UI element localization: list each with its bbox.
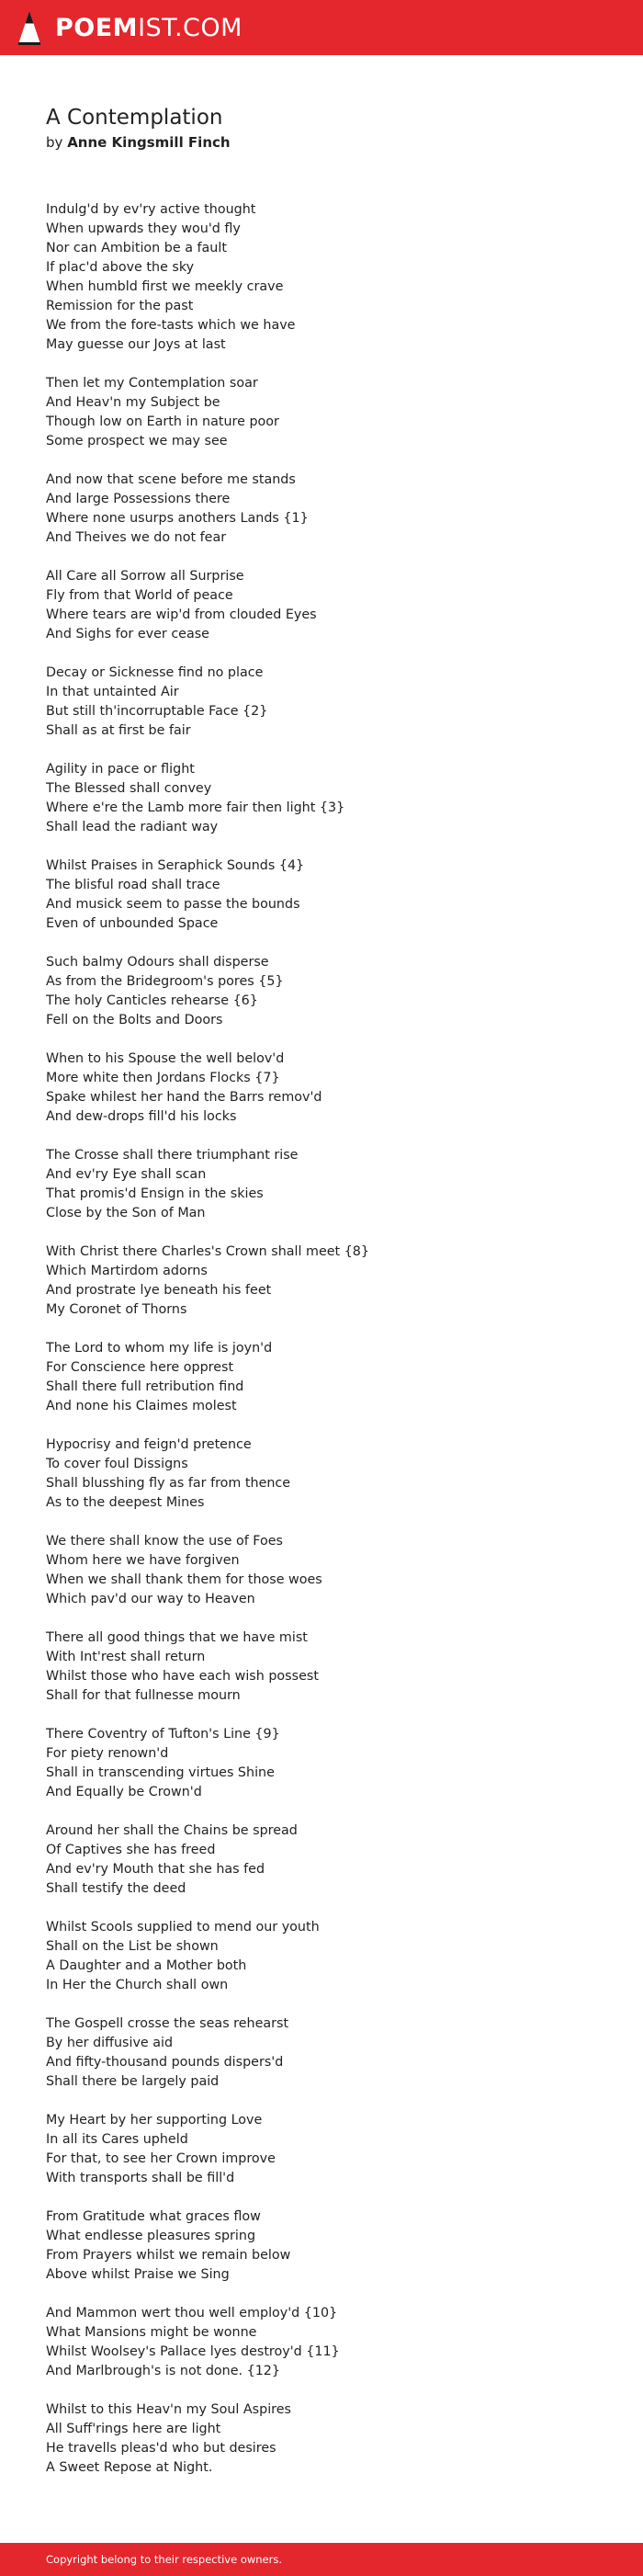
poem-line: Fell on the Bolts and Doors (46, 1013, 223, 1027)
poem-line: Of Captives she has freed (46, 1843, 216, 1857)
poem-line: Hypocrisy and feign'd pretence (46, 1437, 252, 1452)
poem-line: He travells pleas'd who but desires (46, 2441, 276, 2456)
poem-line: Whilst Praises in Seraphick Sounds {4} (46, 858, 305, 873)
poem-line: Shall on the List be shown (46, 1939, 219, 1954)
poem-line: Nor can Ambition be a fault (46, 241, 227, 255)
poem-stanza (46, 664, 615, 741)
poem-line: Whom here we have forgiven (46, 1553, 240, 1568)
poem-line: In Her the Church shall own (46, 1978, 229, 1992)
poem-line: With transports shall be fill'd (46, 2171, 235, 2185)
poem-line: And fifty-thousand pounds dispers'd (46, 2055, 284, 2070)
poem-line: That promis'd Ensign in the skies (46, 1186, 264, 1201)
poem-line: Fly from that World of peace (46, 588, 233, 603)
poem-line: And Heav'n my Subject be (46, 395, 220, 410)
poem-line: But still th'incorruptable Face {2} (46, 704, 268, 719)
poem-line: What endlesse pleasures spring (46, 2229, 256, 2243)
poem-line: Where none usurps anothers Lands {1} (46, 511, 309, 526)
poem-stanza (46, 2111, 615, 2188)
poem-line: The Blessed shall convey (46, 781, 212, 796)
poem-byline (46, 134, 231, 151)
poem-line: For that, to see her Crown improve (46, 2151, 276, 2166)
poem-line: Decay or Sicknesse find no place (46, 665, 264, 680)
pencil-tip-icon (17, 9, 42, 46)
poem-line: For Conscience here opprest (46, 1360, 234, 1375)
poem-line: The Lord to whom my life is joyn'd (46, 1341, 273, 1356)
poem-line: Even of unbounded Space (46, 916, 219, 931)
poem-line: The blisful road shall trace (46, 878, 220, 892)
poem-stanza (46, 200, 615, 355)
poem-line: There Coventry of Tufton's Line {9} (46, 1727, 280, 1742)
poem-stanza (46, 2400, 615, 2478)
poem-stanza (46, 760, 615, 837)
by-label: by (46, 134, 63, 151)
poem-title: A Contemplation (46, 106, 223, 130)
poem-line: To cover foul Dissigns (46, 1457, 188, 1471)
poem-line: And Equally be Crown'd (46, 1785, 202, 1799)
poem-line: And Sighs for ever cease (46, 627, 209, 641)
poem-line: Where tears are wip'd from clouded Eyes (46, 607, 317, 622)
poem-line: We from the fore-tasts which we have (46, 318, 296, 333)
poem-line: And dew-drops fill'd his locks (46, 1109, 237, 1124)
site-logo-text: POEMIST.COM (55, 13, 243, 42)
poem-line: Then let my Contemplation soar (46, 376, 258, 391)
poem-line: What Mansions might be wonne (46, 2325, 257, 2340)
poem-line: Shall testify the deed (46, 1881, 186, 1896)
poem-line: When we shall thank them for those woes (46, 1572, 322, 1587)
poem-stanza (46, 857, 615, 934)
poem-line: The holy Canticles rehearse {6} (46, 993, 258, 1008)
poem-line: Around her shall the Chains be spread (46, 1823, 298, 1838)
poem-line: My Coronet of Thorns (46, 1302, 187, 1317)
poem-line: The Crosse shall there triumphant rise (46, 1148, 299, 1163)
site-logo[interactable] (17, 9, 243, 46)
poem-stanza (46, 1436, 615, 1513)
poem-stanza (46, 1339, 615, 1416)
poem-line: When upwards they wou'd fly (46, 221, 241, 236)
poem-stanza (46, 1050, 615, 1127)
poem-line: Indulg'd by ev'ry active thought (46, 202, 256, 217)
poem-line: And ev'ry Eye shall scan (46, 1167, 207, 1182)
poem-line: More white then Jordans Flocks {7} (46, 1071, 280, 1085)
poem-line: Where e're the Lamb more fair then light {3} (46, 800, 345, 815)
poem-line: And now that scene before me stands (46, 472, 296, 487)
poem-line: From Prayers whilst we remain below (46, 2248, 291, 2263)
poem-line: And prostrate lye beneath his feet (46, 1283, 272, 1298)
poem-stanza (46, 2014, 615, 2092)
poem-line: Whilst to this Heav'n my Soul Aspires (46, 2402, 291, 2417)
poem-stanza (46, 2207, 615, 2285)
poem-line: Remission for the past (46, 299, 194, 313)
poem-line: And Mammon wert thou well employ'd {10} (46, 2306, 338, 2321)
author-name[interactable]: Anne Kingsmill Finch (67, 134, 231, 151)
poem-line: Shall there be largely paid (46, 2074, 220, 2089)
site-header (0, 0, 643, 55)
copyright-notice: Copyright belong to their respective owners. (46, 2553, 283, 2566)
poem-stanza (46, 471, 615, 548)
poem-line: When humbld first we meekly crave (46, 279, 284, 294)
poem-line: The Gospell crosse the seas rehearst (46, 2016, 289, 2031)
poem-line: Whilst those who have each wish possest (46, 1669, 319, 1684)
poem-line: Shall for that fullnesse mourn (46, 1688, 241, 1703)
poem-line: Agility in pace or flight (46, 762, 195, 777)
poem-line: Shall lead the radiant way (46, 820, 219, 834)
poem-line: All Care all Sorrow all Surprise (46, 569, 244, 584)
poem-line: Spake whilest her hand the Barrs remov'd (46, 1090, 322, 1105)
poem-line: And musick seem to passe the bounds (46, 897, 300, 912)
poem-line: We there shall know the use of Foes (46, 1534, 283, 1549)
poem-line: And ev'ry Mouth that she has fed (46, 1862, 265, 1877)
poem-line: As from the Bridegroom's pores {5} (46, 974, 284, 989)
poem-stanza (46, 953, 615, 1030)
poem-line: For piety renown'd (46, 1746, 169, 1761)
poem-stanza (46, 1725, 615, 1802)
poem-line: Whilst Scools supplied to mend our youth (46, 1920, 320, 1935)
poem-line: All Suff'rings here are light (46, 2422, 221, 2436)
poem-line: Shall blusshing fly as far from thence (46, 1476, 291, 1491)
poem-line: My Heart by her supporting Love (46, 2113, 263, 2128)
poem-line: Such balmy Odours shall disperse (46, 955, 269, 970)
poem-body (46, 200, 615, 2497)
poem-line: Close by the Son of Man (46, 1206, 206, 1220)
poem-line: A Daughter and a Mother both (46, 1958, 247, 1973)
poem-line: With Christ there Charles's Crown shall meet {8} (46, 1244, 369, 1259)
poem-line: Shall in transcending virtues Shine (46, 1765, 275, 1780)
poem-line: And Theives we do not fear (46, 530, 227, 545)
poem-line: Which Martirdom adorns (46, 1264, 208, 1278)
poem-line: May guesse our Joys at last (46, 337, 226, 352)
poem-line: As to the deepest Mines (46, 1495, 205, 1510)
poem-stanza (46, 1243, 615, 1320)
poem-line: Some prospect we may see (46, 434, 228, 448)
poem-line: Shall as at first be fair (46, 723, 191, 738)
poem-line: A Sweet Repose at Night. (46, 2460, 213, 2475)
poem-line: And none his Claimes molest (46, 1399, 237, 1413)
poem-line: Above whilst Praise we Sing (46, 2267, 230, 2282)
poem-stanza (46, 1821, 615, 1899)
poem-line: If plac'd above the sky (46, 260, 195, 275)
poem-line: And large Possessions there (46, 492, 231, 506)
poem-stanza (46, 567, 615, 644)
poem-line: Which pav'd our way to Heaven (46, 1592, 255, 1606)
poem-stanza (46, 1146, 615, 1223)
poem-line: By her diffusive aid (46, 2036, 174, 2050)
poem-stanza (46, 1532, 615, 1609)
poem-line: With Int'rest shall return (46, 1650, 206, 1664)
poem-line: And Marlbrough's is not done. {12} (46, 2364, 280, 2378)
site-footer (0, 2543, 643, 2576)
poem-line: When to his Spouse the well belov'd (46, 1051, 285, 1066)
poem-line: In that untainted Air (46, 685, 179, 699)
poem-stanza (46, 374, 615, 451)
poem-line: From Gratitude what graces flow (46, 2209, 261, 2224)
poem-line: Shall there full retribution find (46, 1379, 244, 1394)
poem-line: In all its Cares upheld (46, 2132, 188, 2147)
poem-stanza (46, 1628, 615, 1706)
poem-line: There all good things that we have mist (46, 1630, 308, 1645)
poem-line: Though low on Earth in nature poor (46, 414, 279, 429)
poem-line: Whilst Woolsey's Pallace lyes destroy'd {11} (46, 2344, 340, 2359)
poem-stanza (46, 1918, 615, 1995)
poem-stanza (46, 2304, 615, 2381)
